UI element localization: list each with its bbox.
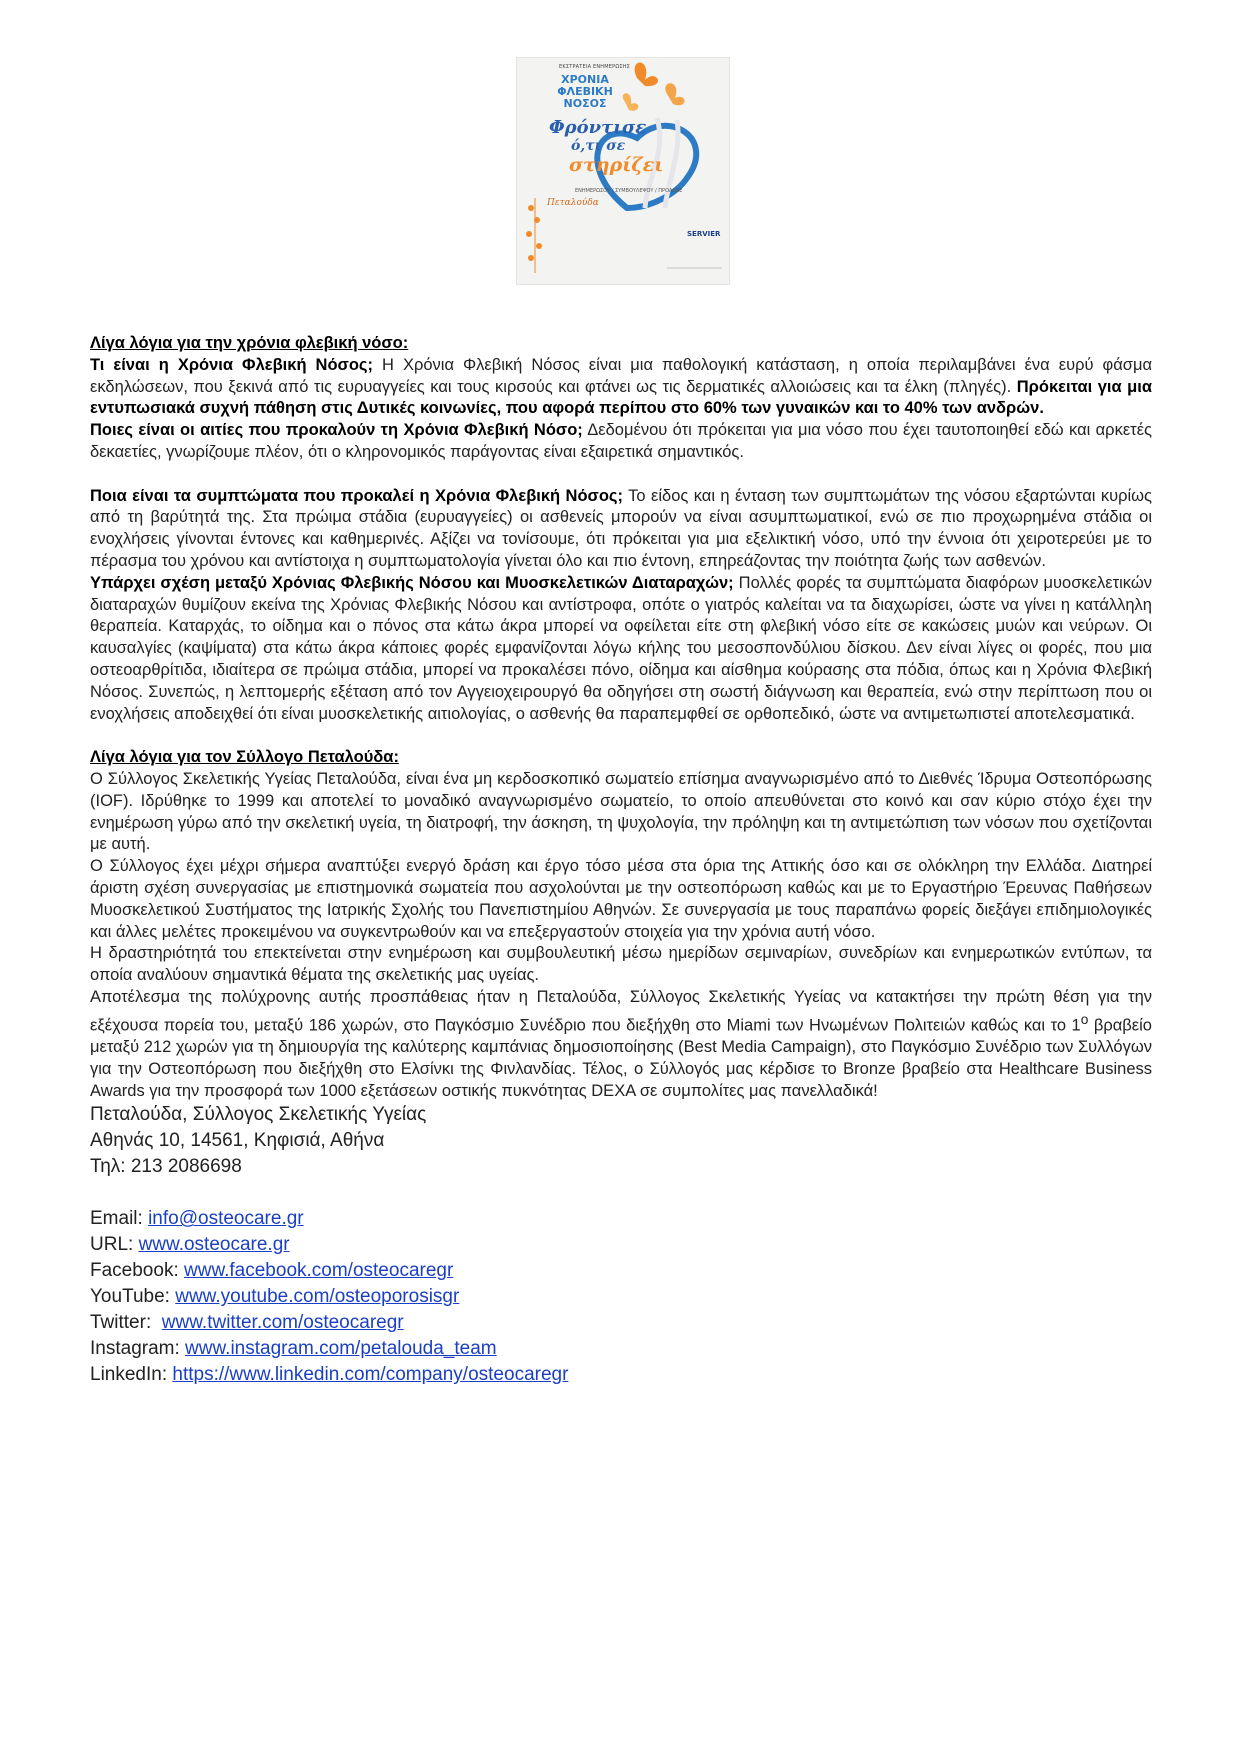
- leaf-icon: [526, 205, 542, 261]
- contact-instagram: [90, 1336, 1152, 1362]
- paragraph-about-4: [90, 987, 1152, 1102]
- linkedin-link[interactable]: https://www.linkedin.com/company/osteocaregr: [172, 1364, 569, 1386]
- contact-block: [90, 1102, 1152, 1388]
- paragraph-causes: [90, 420, 1152, 464]
- contact-linkedin: [90, 1362, 1152, 1388]
- contact-twitter: [90, 1310, 1152, 1336]
- contact-address: Αθηνάς 10, 14561, Κηφισιά, Αθήνα: [90, 1130, 385, 1152]
- answer-musculoskeletal: Πολλές φορές τα συμπτώματα διαφόρων μυοσκελετικών διαταραχών θυμίζουν εκείνα της Χρόνιας Φλεβικής Νόσου και αντίστροφα, οπότε ο γιατρός καλείται να τα διαχωρίσει, ώστε να γίνει η κατάλληλη θεραπεία. Καταρχάς, το οίδημα και ο πόνος στα κάτω άκρα μπορεί να οφείλεται είτε στη φλεβική νόσο είτε σε κακώσεις μυών και νεύρων. Οι καυσαλγίες (καψίματα) στα κάτω άκρα κάποιες φορές εμφανίζονται λόγω κήλης του μεσοσπονδύλιου δίσκου. Δεν είναι λίγες οι φορές, που μια οστεοαρθρίτιδα, ιδιαίτερα σε πρώιμα στάδια, μπορεί να προκαλέσει πόνο, οίδημα και αίσθημα κούρασης στα πόδια, όπως και η Χρόνια Φλεβική Νόσος. Συνεπώς, η λεπτομερής εξέταση από τον Αγγειοχειρουργό θα οδηγήσει στη σωστή διάγνωση και θεραπεία, ενώ στην περίπτωση που οι ενοχλήσεις αποδειχθεί ότι είναι μυοσκελετικής αιτιολογίας, ο ασθενής θα παραπεμφθεί σε ορθοπεδικό, ώστε να αντιμετωπιστεί αποτελεσματικά.: [90, 573, 1152, 723]
- campaign-label: ΕΚΣΤΡΑΤΕΙΑ ΕΝΗΜΕΡΩΣΗΣ: [559, 64, 631, 70]
- email-label: Email:: [90, 1208, 149, 1230]
- section-heading-venous-disease: Λίγα λόγια για την χρόνια φλεβική νόσο:: [90, 334, 409, 352]
- instagram-label: Instagram:: [90, 1338, 186, 1360]
- question-musculoskeletal: Υπάρχει σχέση μεταξύ Χρόνιας Φλεβικής Νόσου και Μυοσκελετικών Διαταραχών;: [90, 573, 734, 592]
- awards-text-b: βραβείο μεταξύ 212 χωρών για τη δημιουργία της καλύτερης καμπάνιας δημοσιοποίησης (Best Media Campaign), στο Παγκόσμιο Συνέδριο των Συλλόγων για την Οστεοπόρωση που διεξήχθη στο Ελσίνκι της Φινλανδίας. Τέλος, ο Σύλλογός μας κέρδισε το Bronze βραβείο στα Healthcare Business Awards για την προσφορά των 1000 εξετάσεων οστικής πυκνότητας DEXA σε συμπολίτες μας πανελλαδικά!: [90, 1016, 1152, 1100]
- paragraph-about-3: Η δραστηριότητά του επεκτείνεται στην ενημέρωση και συμβουλευτική μέσω ημερίδων σεμιναρίων, συνεδρίων και ενημερωτικών εντύπων, τα οποία αναλύουν σημαντικά θέματα της σκελετικής μας υγείας.: [90, 944, 1152, 985]
- section-heading-association: Λίγα λόγια για τον Σύλλογο Πεταλούδα:: [90, 748, 399, 767]
- answer-what-is: Η Χρόνια Φλεβική Νόσος είναι μια παθολογική κατάσταση, η οποία περιλαμβάνει ένα ευρύ φάσμα εκδηλώσεων, που ξεκινά από τις ευρυαγγείες και τους κιρσούς και φτάνει ως τις δερματικές αλλοιώσεις και τα έλκη (πληγές).: [90, 355, 1152, 396]
- linkedin-label: LinkedIn:: [90, 1364, 173, 1386]
- contact-url: [90, 1232, 1152, 1258]
- question-causes: Ποιες είναι οι αιτίες που προκαλούν τη Χρόνια Φλεβική Νόσο;: [90, 421, 583, 440]
- paragraph-symptoms: [90, 486, 1152, 573]
- slogan-line-3: στηρίζει: [569, 154, 664, 176]
- question-what-is: Τι είναι η Χρόνια Φλεβική Νόσος;: [90, 355, 373, 374]
- paragraph-about-2: Ο Σύλλογος έχει μέχρι σήμερα αναπτύξει ενεργό δράση και έργο τόσο μέσα στα όρια της Αττικής όσο και σε ολόκληρη την Ελλάδα. Διατηρεί άριστη σχέση συνεργασίας με επιστημονικά σωματεία που ασχολούνται με την οστεοπόρωση καθώς και με το Εργαστήριο Έρευνας Παθήσεων Μυοσκελετικού Συστήματος της Ιατρικής Σχολής του Πανεπιστημίου Αθηνών. Σε συνεργασία με τους παραπάνω φορείς διεξάγει επιδημιολογικές και άλλες μελέτες προκειμένου να συγκεντρωθούν και να επεξεργαστούν στοιχεία για την χρόνια αυτή νόσο.: [90, 857, 1152, 941]
- awards-text-a: Αποτέλεσμα της πολύχρονης αυτής προσπάθειας ήταν η Πεταλούδα, Σύλλογος Σκελετικής Υγείας να κατακτήσει την πρώτη θέση για την εξέχουσα πορεία του, μεταξύ 186 χωρών, στο Παγκόσμιο Συνέδριο που διεξήχθη στο Miami των Ηνωμένων Πολιτειών καθώς και το 1: [90, 987, 1152, 1035]
- ordinal-superscript: ο: [1080, 1011, 1089, 1027]
- servier-logo: SERVIER: [687, 230, 721, 238]
- instagram-link[interactable]: www.instagram.com/petalouda_team: [185, 1338, 497, 1360]
- contact-phone: Τηλ: 213 2086698: [90, 1156, 242, 1178]
- answer-symptoms: Το είδος και η ένταση των συμπτωμάτων της νόσου εξαρτώνται κυρίως από τη βαρύτητά της. Στα πρώιμα στάδια (ευρυαγγείες) οι ασθενείς μπορούν να είναι ασυμπτωματικοί, ενώ σε πιο προχωρημένα στάδια οι ενοχλήσεις γίνονται έντονες και καθημερινές. Αξίζει να τονίσουμε, ότι πρόκειται για μια εξελικτική νόσο, υπό την έννοια ότι χειροτερεύει με το πέρασμα του χρόνου και αντίστοιχα η συμπτωματολογία γίνεται όλο και πιο έντονη, επηρεάζοντας την ποιότητα ζωής των ασθενών.: [90, 486, 1152, 570]
- email-link[interactable]: info@osteocare.gr: [148, 1208, 304, 1230]
- question-symptoms: Ποια είναι τα συμπτώματα που προκαλεί η Χρόνια Φλεβική Νόσος;: [90, 486, 623, 505]
- slogan-line-1: Φρόντισε: [549, 117, 647, 138]
- butterfly-icon: [623, 63, 685, 111]
- youtube-label: YouTube:: [90, 1286, 176, 1308]
- contact-org: Πεταλούδα, Σύλλογος Σκελετικής Υγείας: [90, 1104, 427, 1126]
- paragraph-musculoskeletal: [90, 573, 1152, 726]
- facebook-link[interactable]: www.facebook.com/osteocaregr: [184, 1260, 454, 1282]
- facebook-label: Facebook:: [90, 1260, 184, 1282]
- contact-youtube: [90, 1284, 1152, 1310]
- paragraph-what-is: [90, 355, 1152, 420]
- highlight-prevalence: Πρόκειται για μια εντυπωσιακά συχνή πάθηση στις Δυτικές κοινωνίες, που αφορά περίπου στο 60% των γυναικών και το 40% των ανδρών.: [90, 377, 1152, 418]
- twitter-link[interactable]: www.twitter.com/osteocaregr: [161, 1312, 404, 1334]
- answer-causes: Δεδομένου ότι πρόκειται για μια νόσο που έχει ταυτοποιηθεί εδώ και αρκετές δεκαετίες, γνωρίζουμε πλέον, ότι ο κληρονομικός παράγοντας είναι εξαιρετικά σημαντικός.: [90, 421, 1153, 461]
- youtube-link[interactable]: www.youtube.com/osteoporosisgr: [175, 1286, 460, 1308]
- poster-slogan: [549, 118, 663, 175]
- campaign-poster: [516, 57, 730, 285]
- paragraph-about-1: Ο Σύλλογος Σκελετικής Υγείας Πεταλούδα, είναι ένα μη κερδοσκοπικό σωματείο επίσημα αναγνωρισμένο από το Διεθνές Ίδρυμα Οστεοπόρωσης (IOF). Ιδρύθηκε το 1999 και αποτελεί το μοναδικό αναγνωρισμένο σωματείο, το οποίο απευθύνεται στο κοινό και σαν κύριο στόχο έχει την ενημέρωση γύρω από την σκελετική υγεία, τη διατροφή, την άσκηση, τη ψυχολογία, την πρόληψη και τη αντιμετώπιση των νόσων που σχετίζονται με αυτή.: [90, 769, 1152, 854]
- document-body: [90, 333, 1152, 1388]
- url-label: URL:: [90, 1234, 139, 1256]
- twitter-label: Twitter:: [90, 1312, 162, 1334]
- petalouda-logo: Πεταλούδα: [547, 198, 599, 208]
- contact-facebook: [90, 1258, 1152, 1284]
- poster-tagline: ΕΝΗΜΕΡΩΣΟΥ / ΣΥΜΒΟΥΛΕΨΟΥ / ΠΡΟΛΑΒΕ: [575, 188, 683, 194]
- contact-email: [90, 1206, 1152, 1232]
- slogan-line-2: ό,τι σε: [571, 138, 626, 154]
- poster-headline: ΧΡΟΝΙΑ ΦΛΕΒΙΚΗ ΝΟΣΟΣ: [557, 73, 613, 110]
- website-link[interactable]: www.osteocare.gr: [138, 1234, 290, 1256]
